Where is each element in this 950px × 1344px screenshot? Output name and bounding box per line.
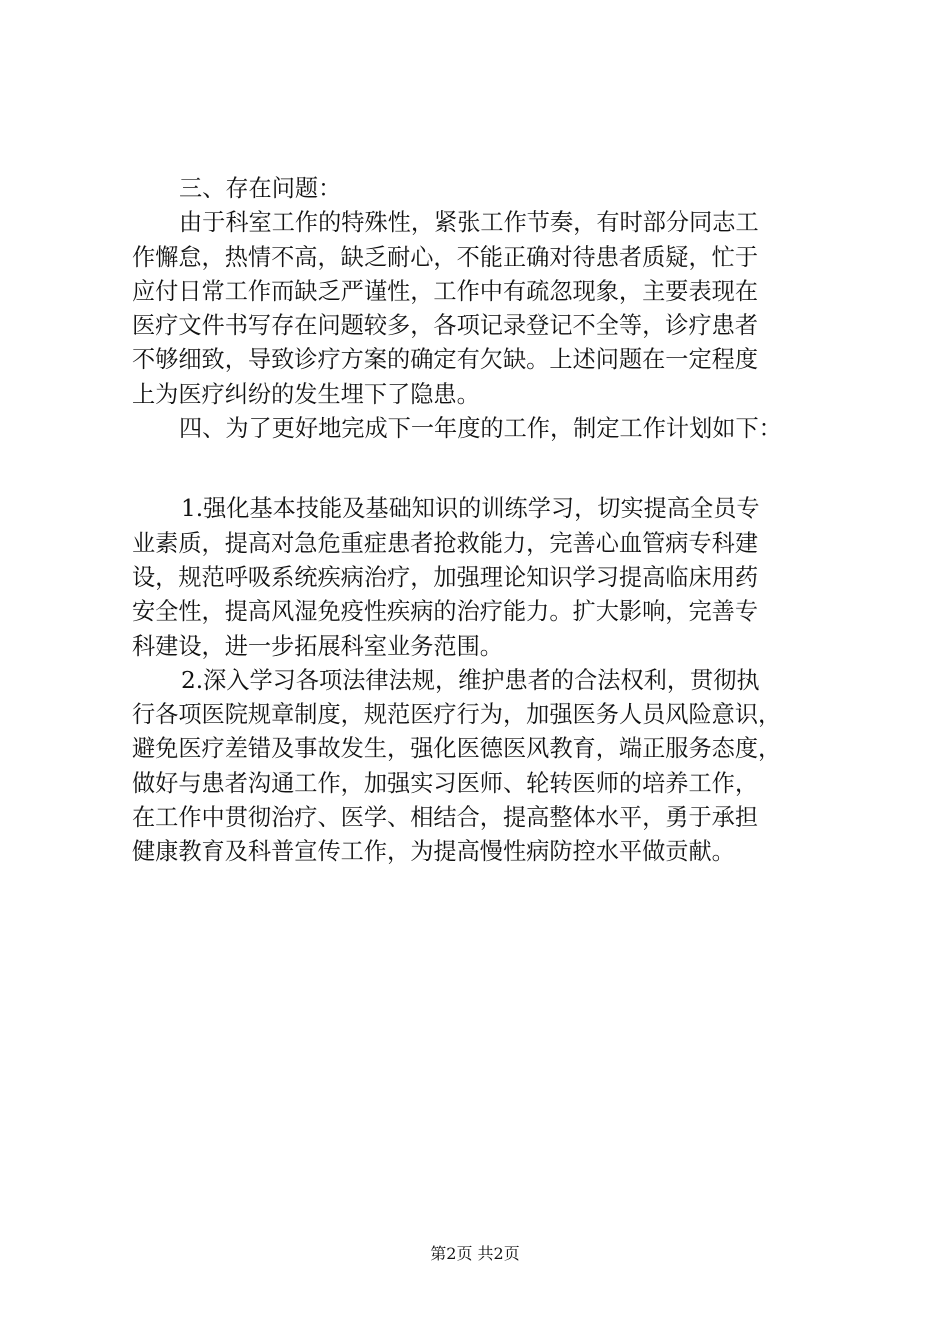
text-line: 不够细致，导致诊疗方案的确定有欠缺。上述问题在一定程度 [132, 346, 759, 374]
text-line: 1.强化基本技能及基础知识的训练学习，切实提高全员专 [181, 495, 760, 523]
text-line: 设，规范呼吸系统疾病治疗，加强理论知识学习提高临床用药 [132, 563, 759, 591]
text-line: 四、为了更好地完成下一年度的工作，制定工作计划如下： [179, 415, 782, 443]
text-line: 健康教育及科普宣传工作，为提高慢性病防控水平做贡献。 [132, 838, 735, 866]
document-content [132, 172, 844, 870]
text-line: 作懈怠，热情不高，缺乏耐心，不能正确对待患者质疑，忙于 [132, 243, 759, 271]
text-line: 业素质，提高对急危重症患者抢救能力，完善心血管病专科建 [132, 529, 759, 557]
text-line: 避免医疗差错及事故发生，强化医德医风教育，端正服务态度， [132, 735, 782, 763]
text-line: 应付日常工作而缺乏严谨性，工作中有疏忽现象，主要表现在 [132, 277, 759, 305]
text-line: 在工作中贯彻治疗、医学、相结合，提高整体水平，勇于承担 [132, 804, 759, 832]
heading-existing-problems [132, 172, 844, 206]
paragraph-problems-detail [132, 206, 844, 412]
text-line: 三、存在问题： [179, 175, 342, 202]
text-line: 科建设，进一步拓展科室业务范围。 [132, 632, 503, 660]
blank-spacer [132, 446, 844, 492]
text-line: 上为医疗纠纷的发生埋下了隐患。 [132, 380, 480, 408]
page-number-footer: 第2页 共2页 [430, 1244, 520, 1263]
plan-item-2 [132, 664, 844, 870]
text-line: 做好与患者沟通工作，加强实习医师、轮转医师的培养工作， [132, 769, 759, 797]
heading-work-plan [132, 412, 844, 446]
text-line: 行各项医院规章制度，规范医疗行为，加强医务人员风险意识， [132, 701, 782, 729]
text-line: 安全性，提高风湿免疫性疾病的治疗能力。扩大影响，完善专 [132, 598, 759, 626]
plan-item-1 [132, 492, 844, 663]
text-line: 2.深入学习各项法律法规，维护患者的合法权利，贯彻执 [181, 666, 760, 694]
text-line: 医疗文件书写存在问题较多，各项记录登记不全等，诊疗患者 [132, 312, 759, 340]
text-line: 由于科室工作的特殊性，紧张工作节奏，有时部分同志工 [179, 209, 759, 237]
